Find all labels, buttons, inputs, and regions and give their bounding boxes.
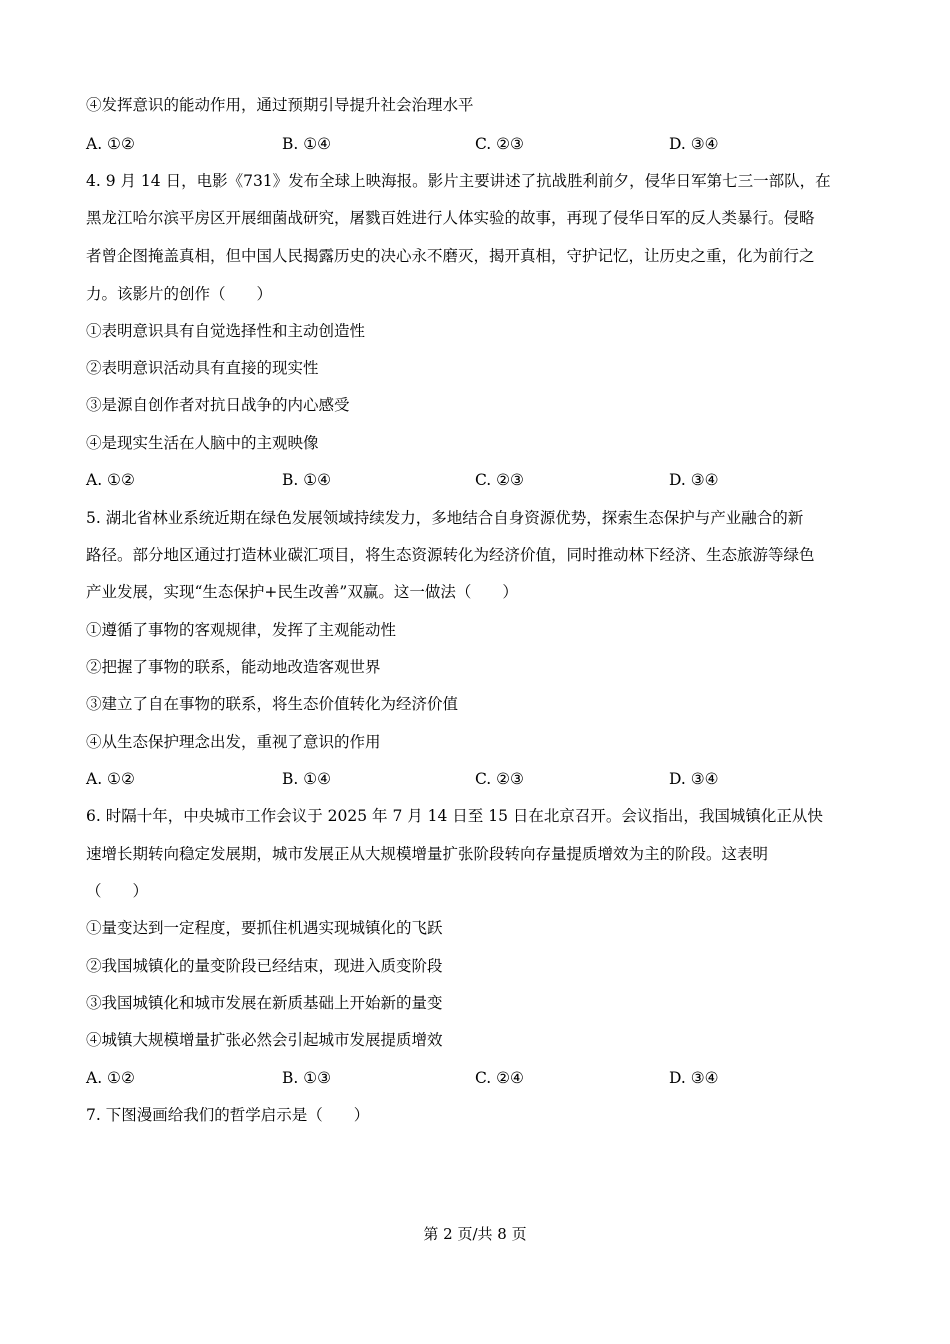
q5-option-3: ③建立了自在事物的联系，将生态价值转化为经济价值 xyxy=(86,695,459,713)
q6-option-2: ②我国城镇化的量变阶段已经结束，现进入质变阶段 xyxy=(86,957,443,975)
q5-choice-c: C. ②③ xyxy=(475,770,524,788)
q5-choice-b: B. ①④ xyxy=(282,770,332,788)
q3-choice-b: B. ①④ xyxy=(282,135,332,153)
q6-option-4: ④城镇大规模增量扩张必然会引起城市发展提质增效 xyxy=(86,1031,443,1049)
q7-stem-line: 7. 下图漫画给我们的哲学启示是（ ） xyxy=(86,1106,370,1124)
q5-choice-d: D. ③④ xyxy=(669,770,719,788)
q6-choice-a: A. ①② xyxy=(86,1069,135,1087)
q5-choice-a: A. ①② xyxy=(86,770,135,788)
q5-stem-line: 5. 湖北省林业系统近期在绿色发展领域持续发力，多地结合自身资源优势，探索生态保护与产业融合的新 xyxy=(86,509,804,527)
q4-stem-line: 力。该影片的创作（ ） xyxy=(86,285,273,303)
q4-stem-line: 者曾企图掩盖真相，但中国人民揭露历史的决心永不磨灭，揭开真相，守护记忆，让历史之重，化为前行之 xyxy=(86,247,815,265)
q5-stem-line: 路径。部分地区通过打造林业碳汇项目，将生态资源转化为经济价值，同时推动林下经济、生态旅游等绿色 xyxy=(86,546,815,564)
q6-stem-line: 速增长期转向稳定发展期，城市发展正从大规模增量扩张阶段转向存量提质增效为主的阶段。这表明 xyxy=(86,845,769,863)
q6-stem-line: 6. 时隔十年，中央城市工作会议于 2025 年 7 月 14 日至 15 日在北京召开。会议指出，我国城镇化正从快 xyxy=(86,807,823,825)
q4-option-2: ②表明意识活动具有直接的现实性 xyxy=(86,359,319,377)
q6-choice-b: B. ①③ xyxy=(282,1069,332,1087)
q4-choices xyxy=(86,470,876,490)
q4-stem-line: 黑龙江哈尔滨平房区开展细菌战研究，屠戮百姓进行人体实验的故事，再现了侵华日军的反人类暴行。侵略 xyxy=(86,209,815,227)
page-number: 第 2 页/共 8 页 xyxy=(423,1225,527,1243)
q6-option-1: ①量变达到一定程度，要抓住机遇实现城镇化的飞跃 xyxy=(86,919,443,937)
q5-choices xyxy=(86,769,876,789)
q6-choice-d: D. ③④ xyxy=(669,1069,719,1087)
q4-option-3: ③是源自创作者对抗日战争的内心感受 xyxy=(86,396,350,414)
q5-option-1: ①遵循了事物的客观规律，发挥了主观能动性 xyxy=(86,621,397,639)
q4-choice-b: B. ①④ xyxy=(282,471,332,489)
q5-option-4: ④从生态保护理念出发，重视了意识的作用 xyxy=(86,733,381,751)
q4-option-1: ①表明意识具有自觉选择性和主动创造性 xyxy=(86,322,366,340)
q3-choice-c: C. ②③ xyxy=(475,135,524,153)
q6-choice-c: C. ②④ xyxy=(475,1069,524,1087)
q3-choice-d: D. ③④ xyxy=(669,135,719,153)
q3-choice-a: A. ①② xyxy=(86,135,135,153)
q4-choice-c: C. ②③ xyxy=(475,471,524,489)
q4-option-4: ④是现实生活在人脑中的主观映像 xyxy=(86,434,319,452)
q4-choice-d: D. ③④ xyxy=(669,471,719,489)
q4-stem-line: 4. 9 月 14 日，电影《731》发布全球上映海报。影片主要讲述了抗战胜利前夕，侵华日军第七三一部队，在 xyxy=(86,172,831,190)
q6-option-3: ③我国城镇化和城市发展在新质基础上开始新的量变 xyxy=(86,994,443,1012)
q3-option-4: ④发挥意识的能动作用，通过预期引导提升社会治理水平 xyxy=(86,96,474,114)
q6-stem-line: （ ） xyxy=(86,882,149,900)
q6-choices xyxy=(86,1068,876,1088)
q3-choices xyxy=(86,134,876,154)
q5-option-2: ②把握了事物的联系，能动地改造客观世界 xyxy=(86,658,381,676)
q5-stem-line: 产业发展，实现“生态保护+民生改善”双赢。这一做法（ ） xyxy=(86,583,518,601)
q4-choice-a: A. ①② xyxy=(86,471,135,489)
